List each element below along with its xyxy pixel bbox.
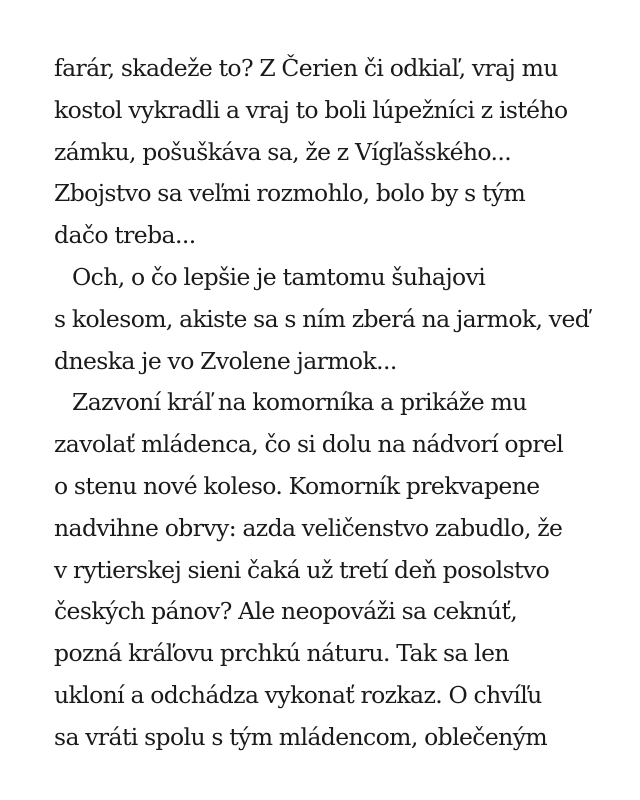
page-text: [54, 48, 614, 759]
text-line: dneska je vo Zvolene jarmok...: [54, 346, 397, 375]
text-line: v rytierskej sieni čaká už tretí deň posolstvo: [54, 555, 550, 584]
text-line: dačo treba...: [54, 221, 196, 250]
text-line: kostol vykradli a vraj to boli lúpežníci z istého: [54, 95, 568, 124]
text-line: českých pánov? Ale neopováži sa ceknúť,: [54, 597, 518, 626]
text-line: sa vráti spolu s tým mládencom, oblečeným: [54, 722, 548, 751]
text-line: zámku, pošuškáva sa, že z Vígľašského...: [54, 137, 512, 166]
text-line: Zbojstvo sa veľmi rozmohlo, bolo by s tým: [54, 179, 526, 208]
text-line: pozná kráľovu prchkú náturu. Tak sa len: [54, 639, 509, 668]
text-line: o stenu nové koleso. Komorník prekvapene: [54, 471, 540, 500]
text-line: nadvihne obrvy: azda veličenstvo zabudlo, že: [54, 513, 563, 542]
text-line: farár, skadeže to? Z Čerien či odkiaľ, vraj mu: [54, 54, 558, 82]
paragraph-start-line: Zazvoní kráľ na komorníka a prikáže mu: [72, 388, 527, 417]
text-line: zavolať mládenca, čo si dolu na nádvorí oprel: [54, 430, 564, 459]
paragraph-start-line: Och, o čo lepšie je tamtomu šuhajovi: [72, 262, 486, 291]
text-line: ukloní a odchádza vykonať rozkaz. O chvíľu: [54, 680, 542, 709]
text-line: s kolesom, akiste sa s ním zberá na jarmok, veď: [54, 304, 590, 333]
